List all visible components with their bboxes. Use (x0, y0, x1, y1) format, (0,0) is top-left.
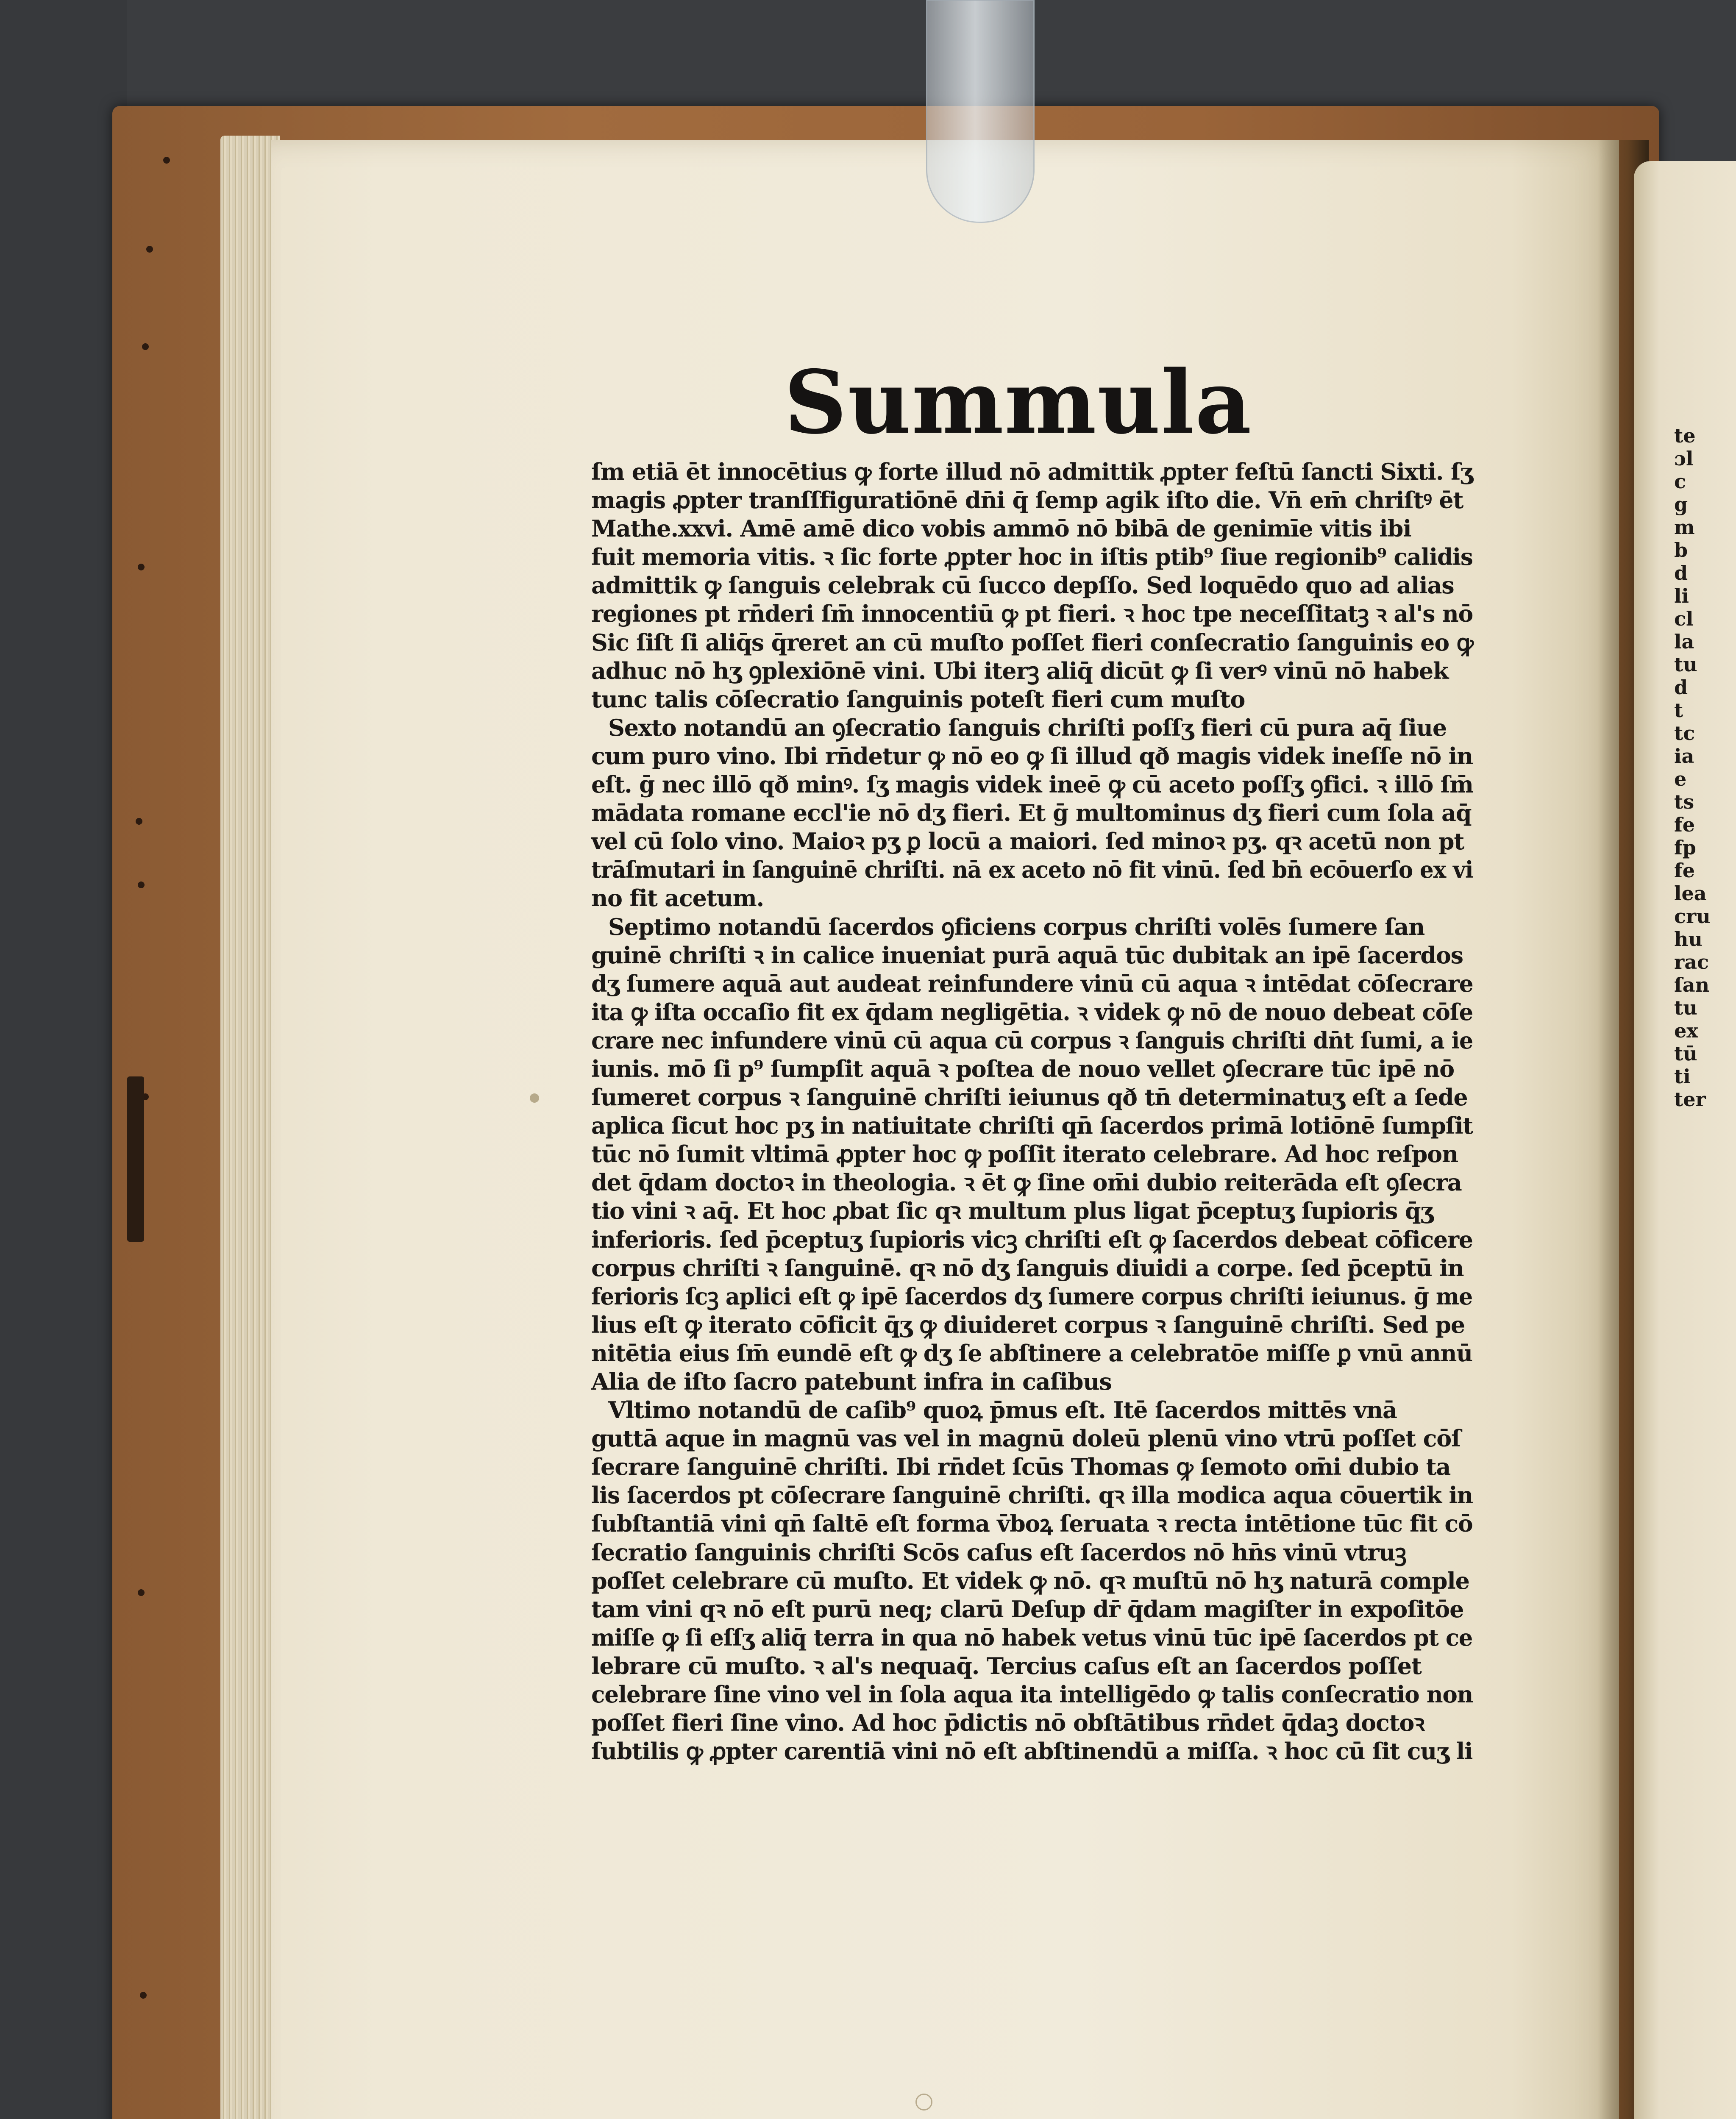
text-line: admittik ꝙ ſanguis celebrak cū ſucco depſſo. Sed loquēdo quo ad alias (591, 572, 1454, 599)
text-line: det q̄dam doctoꝛ in theologia. ꝛ ēt ꝙ ſine om̄i dubio reiterāda eſt ꝯſecra (591, 1169, 1462, 1196)
text-line: inferioris. ſed p̄ceptuʒ ſupioris vicꝫ chriſti eſt ꝙ ſacerdos debeat cōficere (591, 1226, 1473, 1253)
text-line: regiones pt rn̄deri ſm̄ innocentiū ꝙ pt fieri. ꝛ hoc tpe neceſſitatꝫ ꝛ al's nō (591, 600, 1473, 628)
text-line: lis ſacerdos pt cōſecrare ſanguinē chriſti. qꝛ illa modica aqua cōuertik in (591, 1482, 1473, 1509)
text-line: celebrare ſine vino vel in ſola aqua ita intelligēdo ꝙ talis conſecratio non (591, 1681, 1473, 1708)
facing-page-fragment: te (1674, 424, 1696, 447)
text-line: guttā aque in magnū vas vel in magnū doleū plenū vino vtrū poſſet cōſ (591, 1425, 1461, 1452)
text-line: Mathe.xxvi. Amē amē dico vobis ammō nō bibā de genimīe vitis ibi (591, 515, 1411, 542)
facing-page-fragment: la (1674, 630, 1694, 653)
text-line: poſſet fieri ſine vino. Ad hoc p̄dictis nō obſtātibus rn̄det q̄daꝫ doctoꝛ (591, 1709, 1424, 1737)
text-line: eſt. ḡ nec illō qð minꝰ. ſʒ magis videk ineē ꝙ cū aceto poſſʒ ꝯfici. ꝛ illō ſm̄ (591, 771, 1473, 798)
text-line: guinē chriſti ꝛ in calice inueniat purā aquā tūc dubitak an ipē ſacerdos (591, 941, 1463, 969)
paper-speck (530, 1093, 539, 1103)
text-line: ferioris ſcꝫ aplici eſt ꝙ ipē ſacerdos dʒ ſumere corpus chriſti ieiunus. ḡ me (591, 1282, 1473, 1310)
facing-page-fragment: fe (1674, 813, 1695, 836)
facing-page-fragment: fe (1674, 859, 1695, 882)
text-line: magis ꝓpter tranſſfiguratiōnē dn̄i q̄ ſemp agik iſto die. Vn̄ em̄ chriſtꝰ ēt (591, 487, 1463, 514)
text-line: Sic ſiſt ſi aliq̄s q̄reret an cū muſto poſſet fieri conſecratio ſanguinis eo ꝙ (591, 628, 1473, 656)
text-line: Sexto notandū an ꝯſecratio ſanguis chriſti poſſʒ fieri cū pura aq̄ ſiue (608, 714, 1447, 741)
facing-page-fragment: cru (1674, 905, 1711, 928)
facing-page-fragment: tū (1674, 1042, 1697, 1065)
wormhole (163, 157, 170, 164)
clasp-remnant (127, 1076, 144, 1242)
wormhole (142, 343, 149, 350)
text-line: adhuc nō hʒ ꝯplexiōnē vini. Ubi iterꝫ aliq̄ dicūt ꝙ ſi verꝰ vinū nō habek (591, 657, 1449, 684)
text-line: poſſet celebrare cū muſto. Et videk ꝙ nō. qꝛ muſtū nō hʒ naturā comple (591, 1567, 1469, 1594)
facing-page-fragment: g (1674, 493, 1688, 516)
wormhole (138, 882, 145, 888)
wormhole (138, 1589, 145, 1596)
facing-page-fragment: d (1674, 676, 1688, 699)
text-line: ita ꝙ iſta occaſio fit ex q̄dam negligētia. ꝛ videk ꝙ nō de nouo debeat cōſe (591, 998, 1473, 1026)
paper-speck (915, 2094, 932, 2111)
text-line: lius eſt ꝙ iterato cōficit q̄ʒ ꝙ diuideret corpus ꝛ ſanguinē chriſti. Sed pe (591, 1311, 1465, 1338)
text-line: dʒ ſumere aquā aut audeat reinfundere vinū cū aqua ꝛ intēdat cōſecrare (591, 970, 1473, 997)
facing-page-fragment: e (1674, 768, 1687, 790)
wormhole (146, 246, 153, 253)
text-line: ſm etiā ēt innocētius ꝙ forte illud nō admittik ꝓpter feſtū ſancti Sixti. ſʒ (591, 458, 1473, 485)
facing-page-fragment: fp (1674, 836, 1696, 859)
wormhole (138, 564, 145, 570)
facing-page-fragment: cl (1674, 607, 1694, 630)
facing-page-fragment: ti (1674, 1065, 1691, 1088)
text-line: mādata romane eccl'ie nō dʒ fieri. Et ḡ multominus dʒ fieri cum ſola aq̄ (591, 799, 1472, 827)
text-line: Alia de iſto ſacro patebunt infra in caſibus (591, 1368, 1112, 1395)
facing-page-fragment: ter (1674, 1088, 1706, 1111)
facing-page-fragment: tu (1674, 653, 1697, 676)
text-line: fuit memoria vitis. ꝛ ſic forte ꝓpter hoc in iſtis ptib⁹ ſiue regionib⁹ calidis (591, 543, 1473, 571)
facing-page-fragment: tc (1674, 722, 1695, 745)
page-clip-top (926, 0, 1035, 223)
text-line: Septimo notandū ſacerdos ꝯficiens corpus chriſti volēs ſumere ſan (608, 913, 1425, 940)
text-line: ſecratio ſanguinis chriſti Scōs caſus eſt ſacerdos nō hn̄s vinū vtruꝫ (591, 1538, 1406, 1566)
text-line: crare nec infundere vinū cū aqua cū corpus ꝛ ſanguis chriſti dn̄t ſumi, a ie (591, 1026, 1473, 1054)
wormhole (140, 1992, 147, 1999)
text-line: aplica ſicut hoc pʒ in natiuitate chriſti qn̄ ſacerdos primā lotiōnē ſumpſit (591, 1112, 1473, 1140)
text-line: cum puro vino. Ibi rn̄detur ꝙ nō eo ꝙ ſi illud qð magis videk ineſſe nō in (591, 742, 1473, 770)
text-line: tūc nō ſumit vltimā ꝓpter hoc ꝙ poſſit iterato celebrare. Ad hoc reſpon (591, 1140, 1458, 1168)
facing-page-fragment: rac (1674, 951, 1709, 973)
text-line: lebrare cū muſto. ꝛ al's nequaq̄. Tercius caſus eſt an ſacerdos poſſet (591, 1652, 1422, 1680)
facing-page-fragment: m (1674, 516, 1695, 539)
facing-page-fragment: ex (1674, 1019, 1698, 1042)
page-heading: Summula (784, 352, 1252, 453)
facing-page-fragment: tu (1674, 996, 1697, 1019)
facing-page-text (1674, 424, 1711, 1110)
text-line: ſubtilis ꝙ ꝓpter carentiā vini nō eſt abſtinendū a miſſa. ꝛ hoc cū ſit cuʒ li (591, 1738, 1473, 1765)
facing-page (1634, 161, 1736, 2119)
text-line: corpus chriſti ꝛ ſanguinē. qꝛ nō dʒ ſanguis diuidi a corpe. ſed p̄ceptū in (591, 1254, 1464, 1282)
facing-page-fragment: c (1674, 470, 1686, 493)
facing-page-fragment: t (1674, 699, 1683, 722)
text-line: trāſmutari in ſanguinē chriſti. nā ex aceto nō fit vinū. ſed bn̄ ecōuerſo ex vi (591, 856, 1473, 884)
facing-page-fragment: ſan (1674, 973, 1710, 996)
body-text (591, 458, 1473, 1766)
text-line: nitētia eius ſm̄ eundē eſt ꝙ dʒ ſe abſtinere a celebratōe miſſe ꝑ vnū annū (591, 1339, 1472, 1367)
text-line: tam vini qꝛ nō eſt purū neq; clarū Deſup dr̄ q̄dam magiſter in expoſitōe (591, 1595, 1464, 1623)
text-line: miſſe ꝙ ſi eſſʒ aliq̄ terra in qua nō habek vetus vinū tūc ipē ſacerdos pt ce (591, 1624, 1473, 1651)
facing-page-fragment: d (1674, 562, 1688, 584)
facing-page-fragment: ts (1674, 790, 1694, 813)
facing-page-fragment: lea (1674, 882, 1707, 905)
text-line: ſumeret corpus ꝛ ſanguinē chriſti ieiunus qð tn̄ determinatuʒ eſt a ſede (591, 1084, 1468, 1111)
page-block-edges (220, 136, 280, 2119)
text-line: ſecrare ſanguinē chriſti. Ibi rn̄det ſcūs Thomas ꝙ ſemoto om̄i dubio ta (591, 1453, 1451, 1481)
background-left (0, 0, 127, 2119)
facing-page-fragment: hu (1674, 928, 1703, 951)
facing-page-fragment: ɔl (1674, 447, 1694, 470)
wormhole (136, 818, 142, 825)
facing-page-fragment: li (1674, 584, 1689, 607)
text-line: tio vini ꝛ aq̄. Et hoc ꝓbat ſic qꝛ multum plus ligat p̄ceptuʒ ſupioris q̄ʒ (591, 1197, 1433, 1225)
text-line: no fit acetum. (591, 884, 764, 912)
text-line: tunc talis cōſecratio ſanguinis poteſt fieri cum muſto (591, 685, 1245, 713)
text-line: ſubſtantiā vini qn̄ ſaltē eſt forma v̄boꝝ ſeruata ꝛ recta intētione tūc fit cō (591, 1510, 1473, 1538)
facing-page-fragment: b (1674, 539, 1688, 562)
text-line: Vltimo notandū de caſib⁹ quoꝝ p̄mus eſt. Itē ſacerdos mittēs vnā (608, 1396, 1397, 1424)
text-line: vel cū ſolo vino. Maioꝛ pʒ ꝑ locū a maiori. ſed minoꝛ pʒ. qꝛ acetū non pt (591, 828, 1464, 855)
facing-page-fragment: ia (1674, 745, 1694, 768)
text-line: iunis. mō ſi p⁹ ſumpſit aquā ꝛ poſtea de nouo vellet ꝯſecrare tūc ipē nō (591, 1055, 1454, 1082)
